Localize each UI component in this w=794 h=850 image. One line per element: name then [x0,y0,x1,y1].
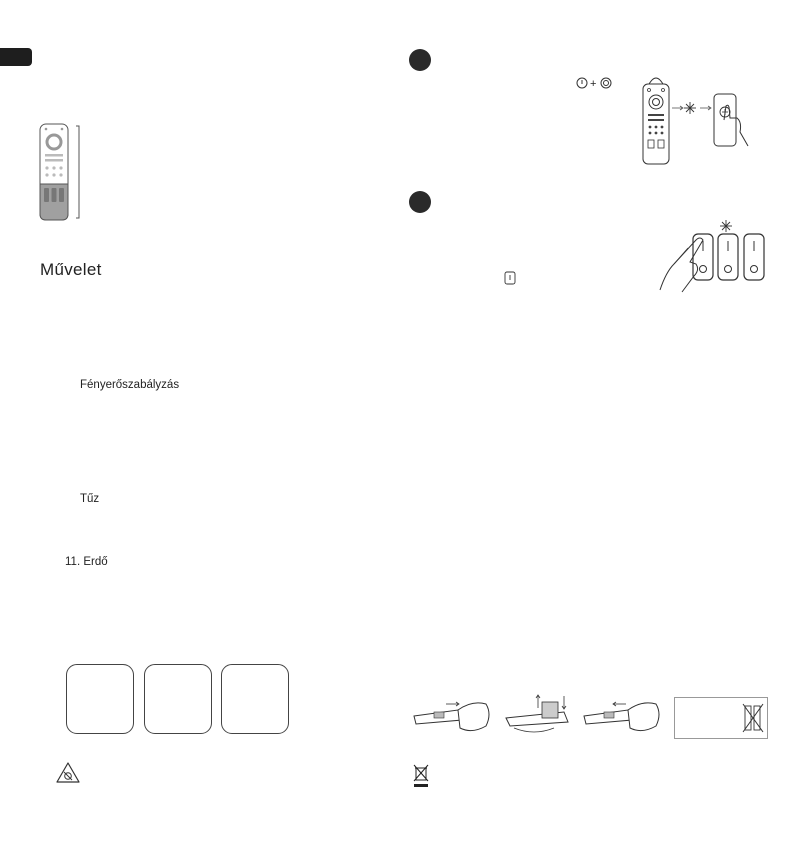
battery-step-insert [504,692,576,736]
remote-pairing-illustration [640,76,760,166]
power-plus-ring-icon [576,77,614,89]
placeholder-box-2 [144,664,212,734]
placeholder-box-1 [66,664,134,734]
wall-switches-illustration [660,218,770,294]
placeholder-box-3 [221,664,289,734]
step-2-marker [409,191,431,213]
weee-bin-icon [413,764,429,788]
warning-triangle-icon [56,762,80,784]
battery-step-close [582,694,662,736]
step-1-marker [409,49,431,71]
subsection-fire: Tűz [80,493,100,505]
crossed-battery-icon [742,702,764,734]
section-heading: Művelet [40,260,102,279]
remote-control-illustration [38,122,86,222]
svg-text:+: + [590,78,597,90]
subsection-brightness: Fényerőszabályzás [80,379,180,391]
battery-step-open [412,694,492,736]
subsection-forest: 11. Erdő [65,556,108,568]
language-tab [0,48,32,66]
power-small-icon [504,271,516,285]
